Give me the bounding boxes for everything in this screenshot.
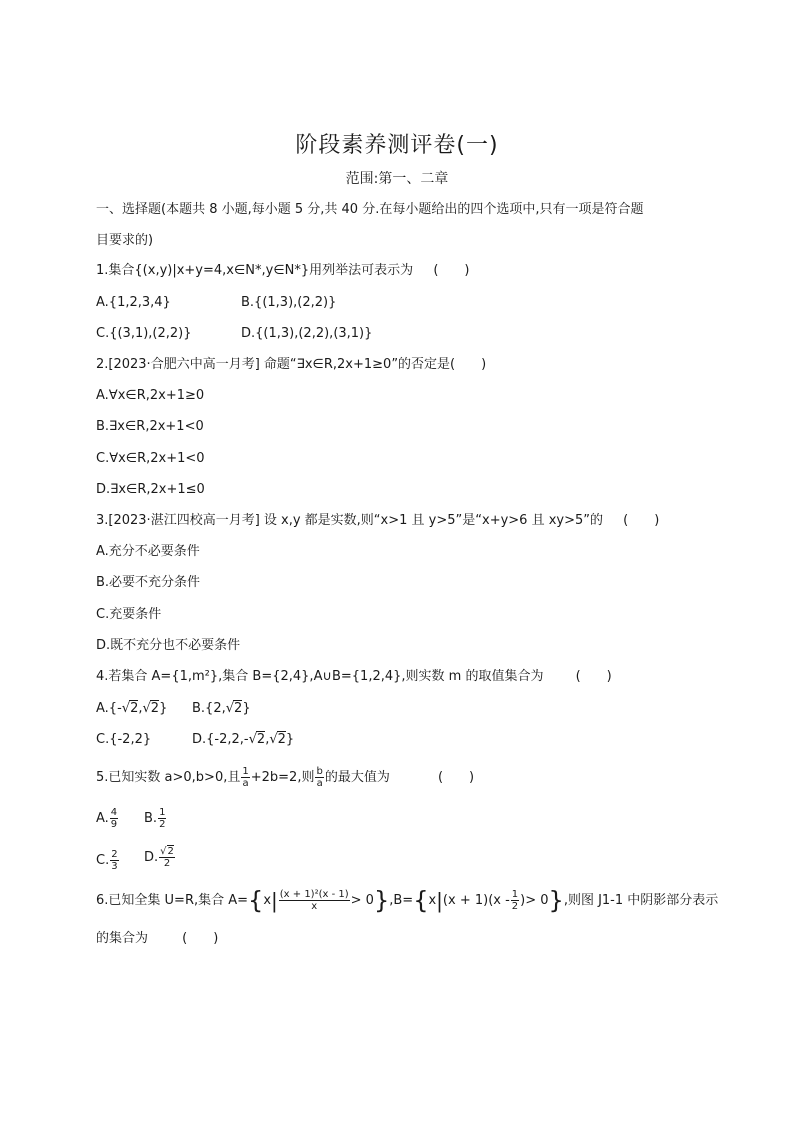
q5-option-d: D. $\frac{√2}{2}$	[144, 846, 174, 869]
q6-answer-paren: ( )	[182, 931, 219, 946]
sqrt-sign-icon: √	[142, 701, 151, 716]
q5-option-a: A. $\frac{4}{9}$	[96, 807, 118, 830]
fraction-b-over-a: $\frac{b}{a}$	[316, 766, 323, 789]
q1-answer-paren: ( )	[433, 263, 470, 278]
q4-option-a: A.{-√2,√2}	[96, 701, 168, 716]
q3-answer-paren: ( )	[623, 513, 660, 528]
q1-option-d: D.{(1,3),(2,2),(3,1)}	[241, 326, 373, 341]
page-subtitle: 范围:第一、二章	[345, 171, 449, 187]
q3-option-d: D.既不充分也不必要条件	[96, 638, 241, 653]
q2-option-a: A.∀x∈R,2x+1≥0	[96, 388, 205, 403]
question-6: 6.已知全集 U=R,集合 A={x| $\frac{\text{(x + 1)²(x - 1)}}{x}$ > 0},B={x|(x + 1)(x - $\frac{1}{2}$ )> 0},则图 J1-1 中阴影部分表示	[96, 886, 719, 915]
q2-option-b: B.∃x∈R,2x+1<0	[96, 419, 204, 434]
sqrt-sign-icon: √	[160, 846, 167, 857]
question-4	[96, 668, 612, 686]
question-6-cont: 的集合为 ( )	[96, 931, 219, 946]
right-brace-icon: }	[373, 886, 390, 915]
q1-stem: 1.集合{(x,y)|x+y=4,x∈N*,y∈N*}用列举法可表示为	[96, 263, 414, 278]
q1-option-c: C.{(3,1),(2,2)}	[96, 326, 192, 341]
q4-stem: 4.若集合 A={1,m²},集合 B={2,4},A∪B={1,2,4},则实数 m 的取值集合为	[96, 669, 544, 684]
q2-option-c: C.∀x∈R,2x+1<0	[96, 451, 205, 466]
q3-option-b: B.必要不充分条件	[96, 575, 201, 590]
set-bar-icon: |	[271, 888, 278, 913]
set-bar-icon: |	[436, 888, 443, 913]
q4-answer-paren: ( )	[575, 669, 612, 684]
question-2: 2.[2023·合肥六中高一月考] 命题“∃x∈R,2x+1≥0”的否定是( )	[96, 357, 487, 372]
left-brace-icon: {	[248, 886, 264, 915]
left-brace-icon: {	[413, 886, 429, 915]
q1-option-a: A.{1,2,3,4}	[96, 295, 171, 310]
q3-option-c: C.充要条件	[96, 607, 162, 622]
sqrt-sign-icon: √	[248, 732, 257, 747]
section-heading-cont: 目要求的)	[96, 233, 154, 248]
question-3	[96, 512, 659, 530]
q5-answer-paren: ( )	[437, 770, 475, 785]
q3-stem: 3.[2023·湛江四校高一月考] 设 x,y 都是实数,则“x>1 且 y>5”是“x+y>6 且 xy>5”的	[96, 513, 603, 528]
sqrt-sign-icon: √	[269, 732, 278, 747]
right-brace-icon: }	[548, 886, 564, 915]
q4-option-d: D.{-2,2,-√2,√2}	[192, 732, 295, 747]
q1-option-b: B.{(1,3),(2,2)}	[241, 295, 337, 310]
page-title: 阶段素养测评卷(一)	[295, 133, 499, 158]
q4-option-c: C.{-2,2}	[96, 732, 152, 747]
question-5: 5.已知实数 a>0,b>0,且 $\frac{1}{a}$ +2b=2,则 $\frac{b}{a}$ 的最大值为 ( )	[96, 766, 475, 789]
q2-option-d: D.∃x∈R,2x+1≤0	[96, 482, 205, 497]
sqrt-sign-icon: √	[225, 701, 235, 716]
q5-option-b: B. $\frac{1}{2}$	[144, 807, 166, 830]
q3-option-a: A.充分不必要条件	[96, 544, 200, 559]
sqrt-sign-icon: √	[121, 701, 131, 716]
section-heading: 一、选择题(本题共 8 小题,每小题 5 分,共 40 分.在每小题给出的四个选项中,只有一项是符合题	[96, 202, 644, 217]
q4-option-b: B.{2,√2}	[192, 701, 251, 716]
fraction-1-over-a: $\frac{1}{a}$	[242, 766, 249, 789]
question-1	[96, 262, 469, 280]
set-a-fraction: $\frac{\text{(x + 1)²(x - 1)}}{x}$	[279, 889, 349, 912]
q5-option-c: C. $\frac{2}{3}$	[96, 849, 118, 872]
